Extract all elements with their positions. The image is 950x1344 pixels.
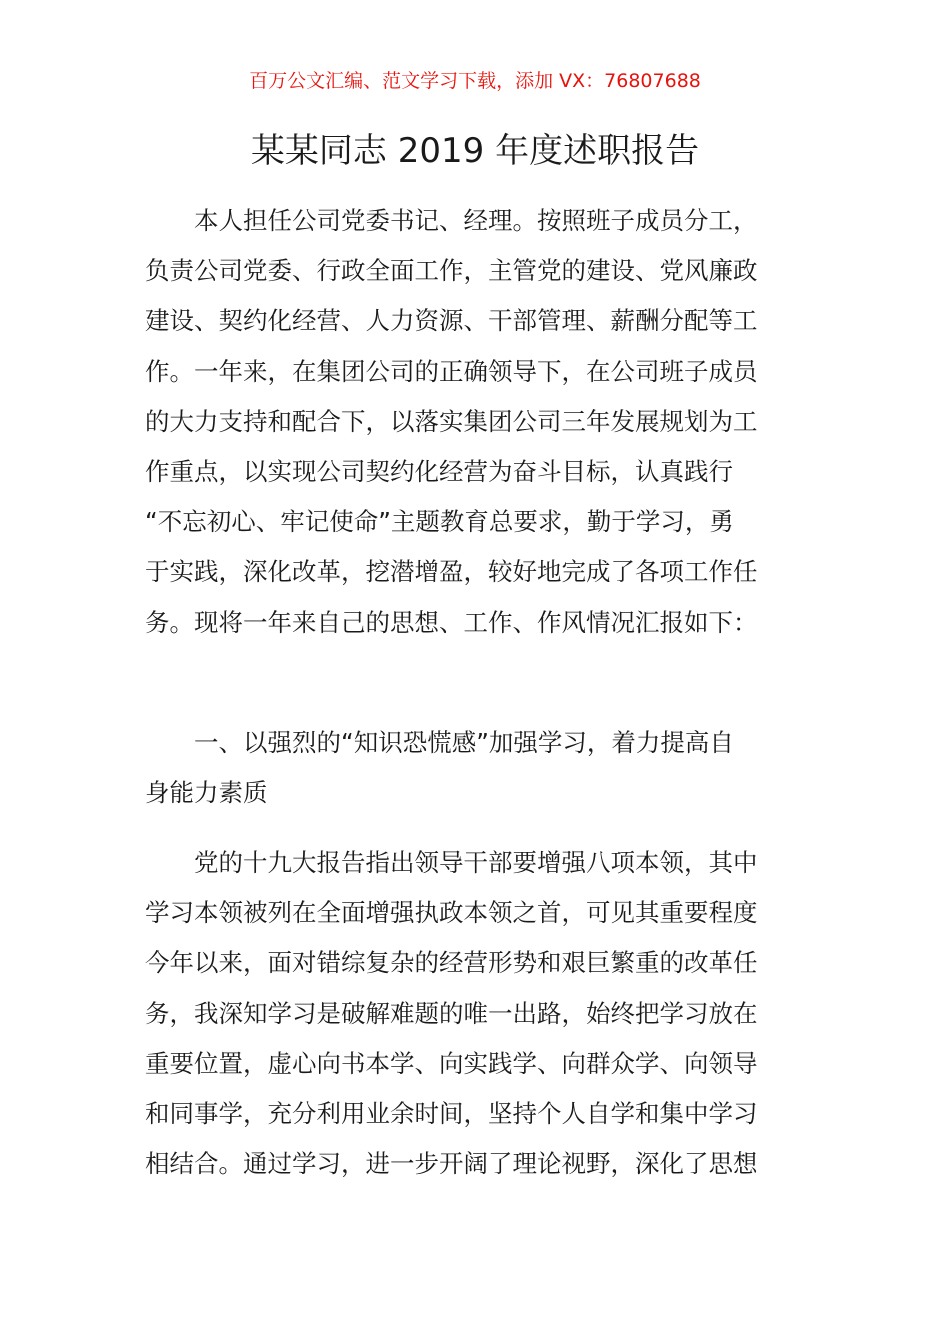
paragraph-line: 和同事学，充分利用业余时间，坚持个人自学和集中学习	[145, 1099, 758, 1129]
heading-line: 身能力素质	[145, 778, 268, 808]
paragraph-line: 建设、契约化经营、人力资源、干部管理、薪酬分配等工	[145, 306, 758, 336]
paragraph-line: “不忘初心、牢记使命”主题教育总要求，勤于学习，勇	[145, 507, 734, 537]
paragraph-line: 学习本领被列在全面增强执政本领之首，可见其重要程度	[145, 898, 758, 928]
paragraph-study	[145, 838, 807, 1189]
paragraph-line: 相结合。通过学习，进一步开阔了理论视野，深化了思想	[145, 1149, 758, 1179]
paragraph-line: 党的十九大报告指出领导干部要增强八项本领，其中	[194, 848, 758, 877]
section-heading-1	[145, 718, 807, 818]
paragraph-line: 重要位置，虚心向书本学、向实践学、向群众学、向领导	[145, 1048, 758, 1078]
paragraph-line: 今年以来，面对错综复杂的经营形势和艰巨繁重的改革任	[145, 948, 758, 978]
paragraph-line: 作重点，以实现公司契约化经营为奋斗目标，认真践行	[145, 457, 733, 487]
paragraph-line: 本人担任公司党委书记、经理。按照班子成员分工，	[194, 206, 758, 235]
paragraph-line: 于实践，深化改革，挖潜增盈，较好地完成了各项工作任	[145, 557, 758, 587]
watermark-banner: 百万公文汇编、范文学习下载，添加 VX：76807688	[249, 70, 701, 92]
document-title: 某某同志 2019 年度述职报告	[250, 131, 700, 171]
heading-line: 一、以强烈的“知识恐慌感”加强学习，着力提高自	[194, 728, 734, 757]
paragraph-line: 作。一年来，在集团公司的正确领导下，在公司班子成员	[145, 356, 758, 386]
paragraph-line: 负责公司党委、行政全面工作，主管党的建设、党风廉政	[145, 256, 758, 286]
paragraph-line: 务，我深知学习是破解难题的唯一出路，始终把学习放在	[145, 998, 758, 1028]
paragraph-line: 务。现将一年来自己的思想、工作、作风情况汇报如下：	[145, 607, 758, 637]
paragraph-intro	[145, 196, 807, 648]
paragraph-line: 的大力支持和配合下，以落实集团公司三年发展规划为工	[145, 406, 758, 436]
